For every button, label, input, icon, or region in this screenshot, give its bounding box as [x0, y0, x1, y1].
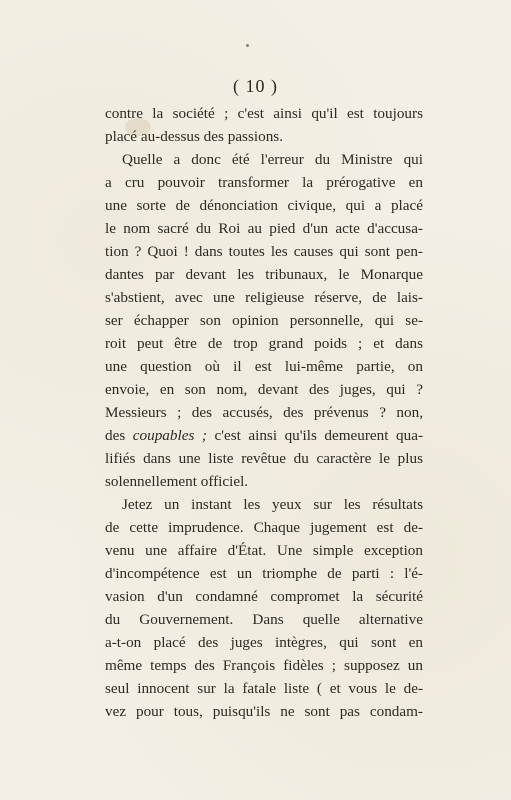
text-line: placé au-dessus des passions.	[105, 128, 283, 145]
text-line: s'abstient, avec une religieuse réserve, de lais-	[105, 289, 423, 306]
text-line: vasion d'un condamné compromet la sécurité	[105, 588, 423, 605]
text-line: le nom sacré du Roi au pied d'un acte d'accusa-	[105, 220, 423, 237]
text-line: même temps des François fidèles ; supposez un	[105, 657, 423, 674]
text-line: lifiés dans une liste revêtue du caractère le plus	[105, 450, 423, 467]
paragraph-3	[105, 493, 423, 723]
text-line: Jetez un instant les yeux sur les résultats	[122, 496, 423, 513]
text-line: Messieurs ; des accusés, des prévenus ? non,	[105, 404, 423, 421]
text-line: roit peut être de trop grand poids ; et dans	[105, 335, 423, 352]
text-line: Quelle a donc été l'erreur du Ministre qui	[122, 151, 423, 168]
text-line: a cru pouvoir transformer la prérogative en	[105, 174, 423, 191]
text-line: a-t-on placé des juges intègres, qui sont en	[105, 634, 423, 651]
text-line: d'incompétence est un triomphe de parti : l'é-	[105, 565, 423, 582]
text-line: ser échapper son opinion personnelle, qui se-	[105, 312, 423, 329]
text-line: une sorte de dénonciation civique, qui a placé	[105, 197, 423, 214]
text-line: une question où il est lui-même partie, on	[105, 358, 423, 375]
paragraph-1	[105, 102, 423, 148]
text-line: dantes par devant les tribunaux, le Monarque	[105, 266, 423, 283]
text-line: solennellement officiel.	[105, 473, 249, 490]
paper-speck	[246, 44, 249, 47]
body-text	[105, 102, 423, 723]
paragraph-2	[105, 148, 423, 493]
text-line: venu une affaire d'État. Une simple exception	[105, 542, 423, 559]
text-line: contre la société ; c'est ainsi qu'il est toujours	[105, 105, 423, 122]
text-line: tion ? Quoi ! dans toutes les causes qui sont pen-	[105, 243, 423, 260]
text-line: vez pour tous, puisqu'ils ne sont pas condam-	[105, 703, 423, 720]
text-fragment: c'est ainsi qu'ils demeurent qua-	[206, 427, 423, 444]
page-number: ( 10 )	[233, 76, 278, 96]
text-fragment: des	[105, 427, 133, 444]
text-line: envoie, en son nom, devant des juges, qui ?	[105, 381, 423, 398]
text-line-mixed	[105, 424, 423, 447]
text-line: du Gouvernement. Dans quelle alternative	[105, 611, 423, 628]
text-line: seul innocent sur la fatale liste ( et vous le de-	[105, 680, 423, 697]
text-line: de cette imprudence. Chaque jugement est de-	[105, 519, 423, 536]
italic-word: coupables ;	[132, 427, 207, 444]
